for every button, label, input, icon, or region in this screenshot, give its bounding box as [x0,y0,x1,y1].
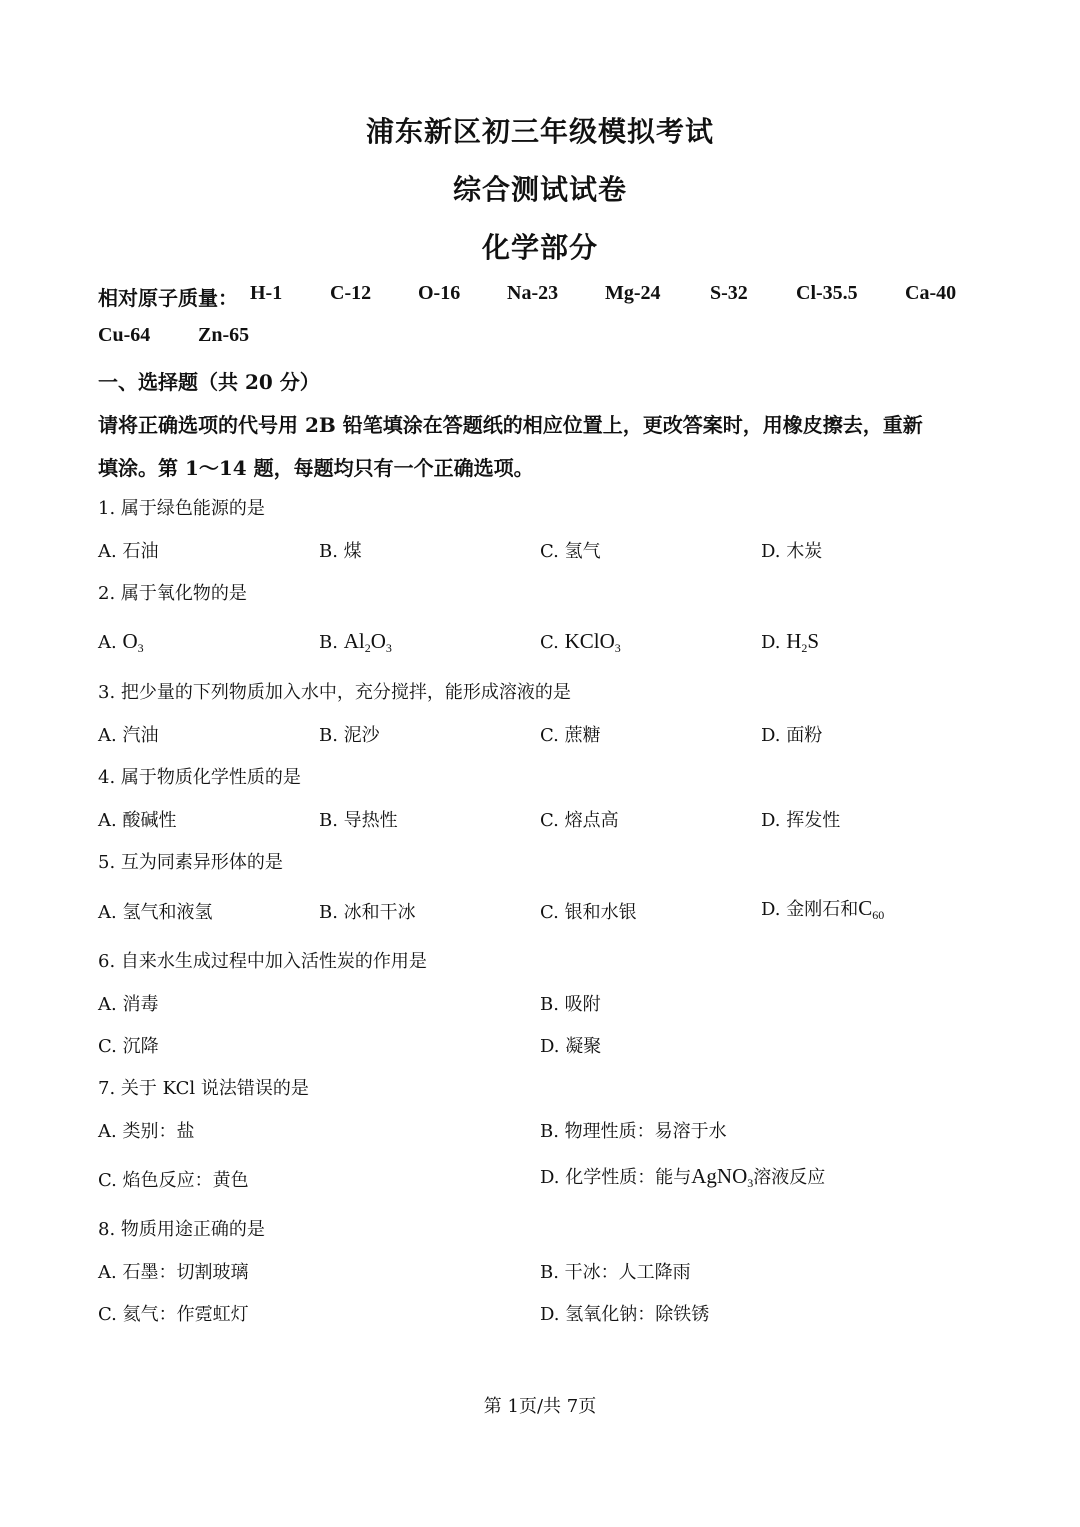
option-b [319,629,392,656]
option-c: C. 银和水银 [540,902,637,923]
question-stem: 2. 属于氧化物的是 [98,583,247,604]
option-text: D. 金刚石和 [761,899,859,920]
exam-subtitle: 综合测试试卷 [452,173,627,206]
question-stem: 6. 自来水生成过程中加入活性炭的作用是 [98,951,427,972]
option-c: C. 氢气 [540,541,601,562]
atomic-mass-item: O-16 [418,282,461,304]
option-b: B. 导热性 [319,810,398,831]
atomic-mass-item: Ca-40 [905,282,957,304]
option-d [761,895,884,923]
question-stem: 7. 关于 KCl 说法错误的是 [98,1078,309,1099]
option-text-after: 溶液反应 [753,1167,826,1188]
part-heading: 一、选择题（共 20 分） [98,370,320,394]
atomic-mass-item: Cu-64 [98,324,151,346]
option-letter: B. [319,632,338,653]
option-d: D. 挥发性 [761,810,841,831]
question-stem: 4. 属于物质化学性质的是 [98,767,301,788]
option-d [761,629,819,656]
option-c: C. 焰色反应：黄色 [98,1170,249,1191]
question-stem: 5. 互为同素异形体的是 [98,852,283,873]
option-letter: A. [98,632,117,653]
formula-o3: $O_3$ [122,629,144,655]
question-stem: 3. 把少量的下列物质加入水中，充分搅拌，能形成溶液的是 [98,682,571,703]
formula-kclo3: KClO$_3$ [564,629,621,655]
option-b: B. 干冰：人工降雨 [540,1262,691,1283]
option-d [540,1163,825,1191]
option-b: B. 泥沙 [319,725,380,746]
option-a: A. 消毒 [98,994,159,1015]
formula-al2o3: $Al_2O_3$ [343,629,392,655]
atomic-mass-label: 相对原子质量： [98,286,238,310]
option-b: B. 冰和干冰 [319,902,416,923]
atomic-mass-item: C-12 [330,282,372,304]
formula-agno3: AgNO$_3$ [691,1164,754,1190]
option-c: C. 蔗糖 [540,725,601,746]
question-stem: 1. 属于绿色能源的是 [98,498,265,519]
atomic-mass-item: Zn-65 [198,324,250,346]
option-letter: C. [540,632,559,653]
option-a: A. 石墨：切割玻璃 [98,1262,249,1283]
option-a: A. 石油 [98,541,159,562]
option-a: A. 汽油 [98,725,159,746]
option-d: D. 木炭 [761,541,823,562]
option-c: C. 沉降 [98,1036,159,1057]
option-c: C. 熔点高 [540,810,619,831]
option-a [98,629,144,656]
atomic-mass-item: H-1 [250,282,283,304]
atomic-mass-item: Cl-35.5 [796,282,858,304]
option-c: C. 氦气：作霓虹灯 [98,1304,249,1325]
option-d: D. 凝聚 [540,1036,602,1057]
exam-title: 浦东新区初三年级模拟考试 [365,115,714,148]
atomic-mass-item: Mg-24 [605,282,661,304]
option-c [540,629,621,656]
formula-c60: $C_{60}$ [858,896,885,922]
question-stem: 8. 物质用途正确的是 [98,1219,265,1240]
page-number: 第 1页/共 7页 [483,1396,597,1417]
option-b: B. 煤 [319,541,362,562]
instruction-line: 填涂。第 1～14 题，每题均只有一个正确选项。 [98,456,534,480]
option-b: B. 物理性质：易溶于水 [540,1121,727,1142]
section-title: 化学部分 [481,231,598,264]
option-letter: D. [761,632,781,653]
option-text: D. 化学性质：能与 [540,1167,692,1188]
formula-h2s: $H_2S$ [786,629,820,655]
option-a: A. 氢气和液氢 [98,902,213,923]
option-b: B. 吸附 [540,994,601,1015]
instruction-line: 请将正确选项的代号用 2B 铅笔填涂在答题纸的相应位置上，更改答案时，用橡皮擦去，重新 [98,413,923,437]
option-a: A. 类别：盐 [98,1121,195,1142]
atomic-mass-item: Na-23 [507,282,559,304]
option-d: D. 氢氧化钠：除铁锈 [540,1304,710,1325]
atomic-mass-item: S-32 [710,282,748,304]
option-a: A. 酸碱性 [98,810,177,831]
option-d: D. 面粉 [761,725,823,746]
